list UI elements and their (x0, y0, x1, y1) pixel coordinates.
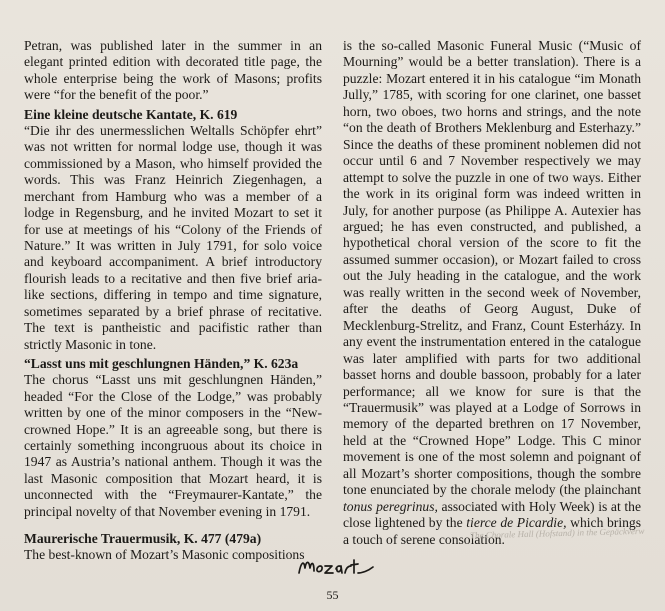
italic-tierce-de-picardie: tierce de Picardie, (466, 515, 567, 531)
paragraph-k477-continued (343, 38, 641, 548)
paragraph-k623a: The chorus “Lasst uns mit geschlungnen Händen,” headed “For the Close of the Lodge,” was probably written by one of the minor composers in the “New-crowned Hope.” It is an agreeable song, but there is certainly something incongruous about its choice in 1947 as Austria’s national anthem. Though it was the last Masonic composition that Mozart heard, it is unconnected with the “Freymaurer-Kantate,” the principal novelty of that November evening in 1791. (24, 372, 322, 519)
text-segment: associated with Holy Week) is at the close lightened by the (343, 498, 641, 531)
paragraph-k477-start: The best-known of Mozart’s Masonic compositions (24, 547, 305, 563)
heading-k477: Maurerische Trauermusik, K. 477 (479a) (24, 531, 262, 547)
heading-k623a: “Lasst uns mit geschlungnen Händen,” K. 623a (24, 356, 299, 372)
paragraph-petran: Petran, was published later in the summer in an elegant printed edition with decorated title page, the whole enterprise being the work of Masons; profits were “for the benefit of the poor.” (24, 38, 322, 103)
text-segment: is the so-called Masonic Funeral Music (“Music of Mourning” would be a better translation). There is a puzzle: Mozart entered it in his catalogue “im Monath Jully,” 1785, with scoring for one clarinet, one basset horn, two oboes, two horns and strings, and the note “on the death of Brothers Meklenburg and Esterhazy.” Since the deaths of these prominent noblemen did not occur until 6 and 7 November respectively we may attempt to solve the puzzle in one of two ways. Either the work in its original form was indeed written in July, for another purpose (as Philippe A. Autexier has argued; he has even constructed, and published, a hypothetical choral version of the score to fit the assumed summer occasion), or Mozart failed to cross out the July heading in the catalogue, and the work was really written in the second week of November, after the deaths of Georg August, Duke of Mecklenburg-Strelitz, and Franz, Count Esterházy. In any event the instrumentation entered in the catalogue was later amplified with parts for two additional basset horns and double bassoon, probably for a later performance; all we know for sure is that the “Trauermusik” was played at a Lodge of Sorrows in memory of the departed brethren on 17 November, held at the “Crowned Hope” Lodge. This C minor movement is one of the most solemn and poignant of all Mozart’s shorter compositions, though the sombre tone enunciated by the chorale melody (the plainchant (343, 38, 641, 498)
bleed-through-text: The Chorale Hall (Hofstand) in the Gepäckverw (469, 525, 645, 541)
page-number: 55 (326, 588, 339, 602)
left-column (24, 38, 322, 564)
heading-k619: Eine kleine deutsche Kantate, K. 619 (24, 106, 238, 122)
text-segment: which brings a touch of serene consolation. (343, 515, 641, 547)
right-column (343, 38, 641, 548)
italic-tonus-peregrinus: tonus peregrinus, (343, 498, 438, 514)
paragraph-k619: “Die ihr des unermesslichen Weltalls Schöpfer ehrt” was not written for normal lodge use, though it was commissioned by a Mason, who himself provided the words. This was Franz Heinrich Ziegenhagen, a merchant from Hamburg who was a member of a lodge in Regensburg, and he invited Mozart to set it for use at meetings of his “Colony of the Friends of Nature.” It was written in July 1791, for solo voice and keyboard accompaniment. A brief introductory flourish leads to a recitative and then five brief aria-like sections, differing in tempo and time signature, sometimes separated by a brief phrase of recitative. The text is pantheistic and pacifistic rather than strictly Masonic in tone. (24, 122, 322, 352)
mozart-signature-logo (296, 556, 376, 578)
